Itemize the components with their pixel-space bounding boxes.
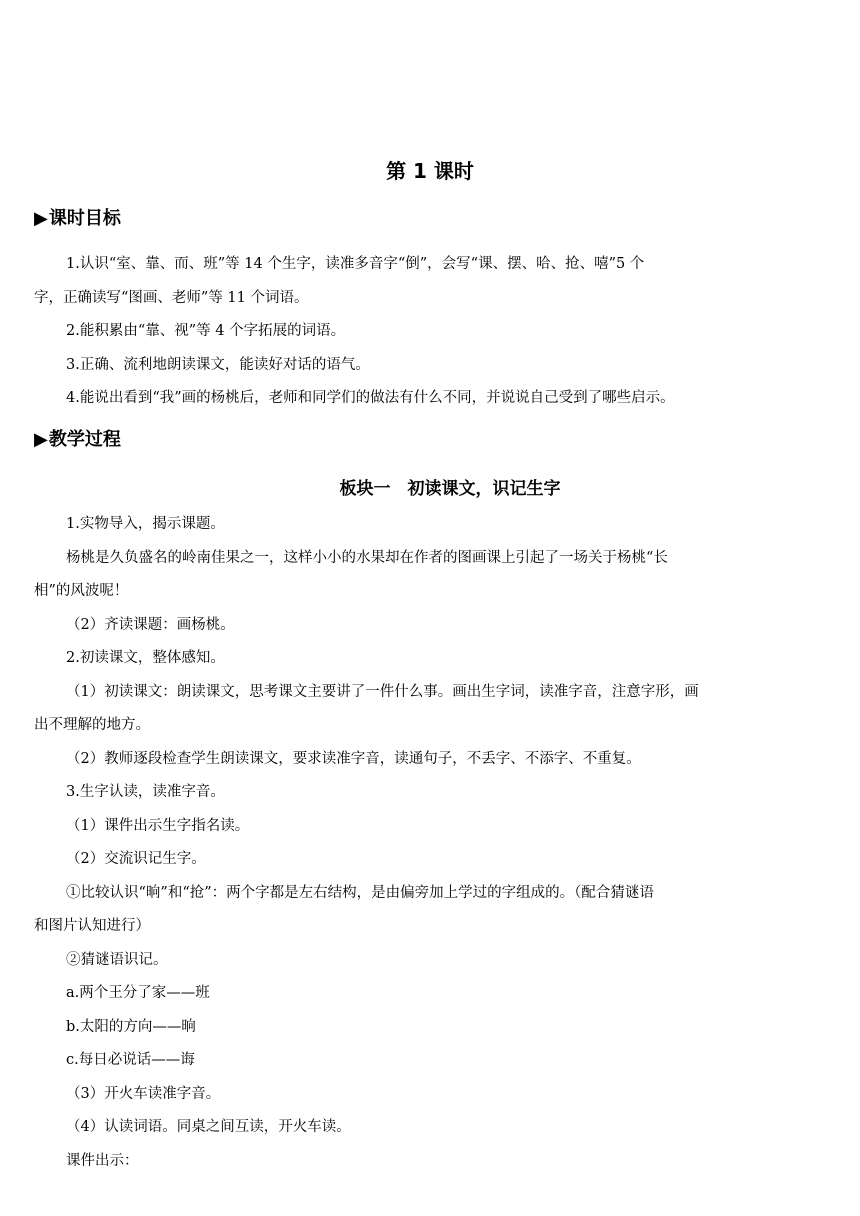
process-line: 2.初读课文，整体感知。	[66, 650, 225, 666]
process-item	[34, 508, 834, 542]
objective-line: 4.能说出看到“我”画的杨桃后，老师和同学们的做法有什么不同，并说说自己受到了哪些启示。	[66, 390, 675, 406]
objective-line: 3.正确、流利地朗读课文，能读好对话的语气。	[66, 356, 370, 373]
objective-item	[34, 315, 834, 349]
triangle-marker-icon: ▶	[34, 208, 48, 229]
process-line: 课件出示：	[66, 1152, 139, 1169]
process-heading-text: 教学过程	[48, 429, 121, 450]
process-item	[34, 743, 834, 777]
process-item	[34, 642, 834, 676]
objectives-heading-text: 课时目标	[48, 208, 121, 229]
block-title: 板块一 初读课文，识记生字	[339, 479, 561, 499]
objective-line: 1.认识“室、靠、而、班”等 14 个生字，读准多音字“倒”，会写“课、摆、哈、抢、嘻”5 个	[66, 256, 645, 272]
process-item	[34, 1145, 834, 1179]
process-item	[34, 977, 834, 1011]
process-line: （2）交流识记生字。	[66, 851, 206, 867]
process-item	[34, 1111, 834, 1145]
process-line: ②猜谜语识记。	[66, 951, 168, 968]
objective-line: 2.能积累由“靠、视”等 4 个字拓展的词语。	[66, 323, 346, 339]
process-item	[34, 1011, 834, 1045]
process-line: 相”的风波呢！	[34, 583, 129, 599]
process-item	[34, 810, 834, 844]
process-item	[34, 542, 834, 609]
objective-line: 字，正确读写“图画、老师”等 11 个词语。	[34, 289, 309, 306]
objective-item	[34, 349, 834, 383]
process-item	[34, 776, 834, 810]
process-item	[34, 1044, 834, 1078]
process-heading	[34, 427, 121, 453]
process-line: 杨桃是久负盛名的岭南佳果之一，这样小小的水果却在作者的图画课上引起了一场关于杨桃“长	[66, 549, 668, 566]
process-line: 和图片认知进行）	[34, 918, 150, 934]
process-item	[34, 609, 834, 643]
lesson-title: 第 1 课时	[386, 159, 474, 183]
process-line: （3）开火车读准字音。	[66, 1085, 221, 1102]
process-line: （1）课件出示生字指名读。	[66, 817, 250, 834]
process-line: （2）教师逐段检查学生朗读课文，要求读准字音，读通句子，不丢字、不添字、不重复。	[66, 750, 641, 767]
process-line: c.每日必说话——诲	[66, 1052, 195, 1068]
triangle-marker-icon: ▶	[34, 429, 48, 450]
process-line: （4）认读词语。同桌之间互读，开火车读。	[66, 1119, 351, 1135]
process-line: （2）齐读课题：画杨桃。	[66, 616, 235, 633]
process-line: ①比较认识“晌”和“抢”：两个字都是左右结构，是由偏旁加上学过的字组成的。（配合猜谜语	[66, 884, 654, 901]
process-item	[34, 877, 834, 944]
process-line: （1）初读课文：朗读课文，思考课文主要讲了一件什么事。画出生字词，读准字音，注意字形，画	[66, 683, 699, 700]
process-item	[34, 843, 834, 877]
process-line: a.两个王分了家——班	[66, 985, 210, 1001]
process-line: b.太阳的方向——晌	[66, 1018, 196, 1035]
process-item	[34, 676, 834, 743]
process-item	[34, 944, 834, 978]
objective-item	[34, 248, 834, 315]
objective-item	[34, 382, 834, 416]
process-list	[34, 508, 834, 1178]
process-line: 出不理解的地方。	[34, 717, 150, 733]
objectives-list	[34, 248, 834, 416]
process-line: 1.实物导入，揭示课题。	[66, 516, 225, 532]
process-item	[34, 1078, 834, 1112]
process-line: 3.生字认读，读准字音。	[66, 784, 225, 800]
objectives-heading	[34, 206, 121, 232]
